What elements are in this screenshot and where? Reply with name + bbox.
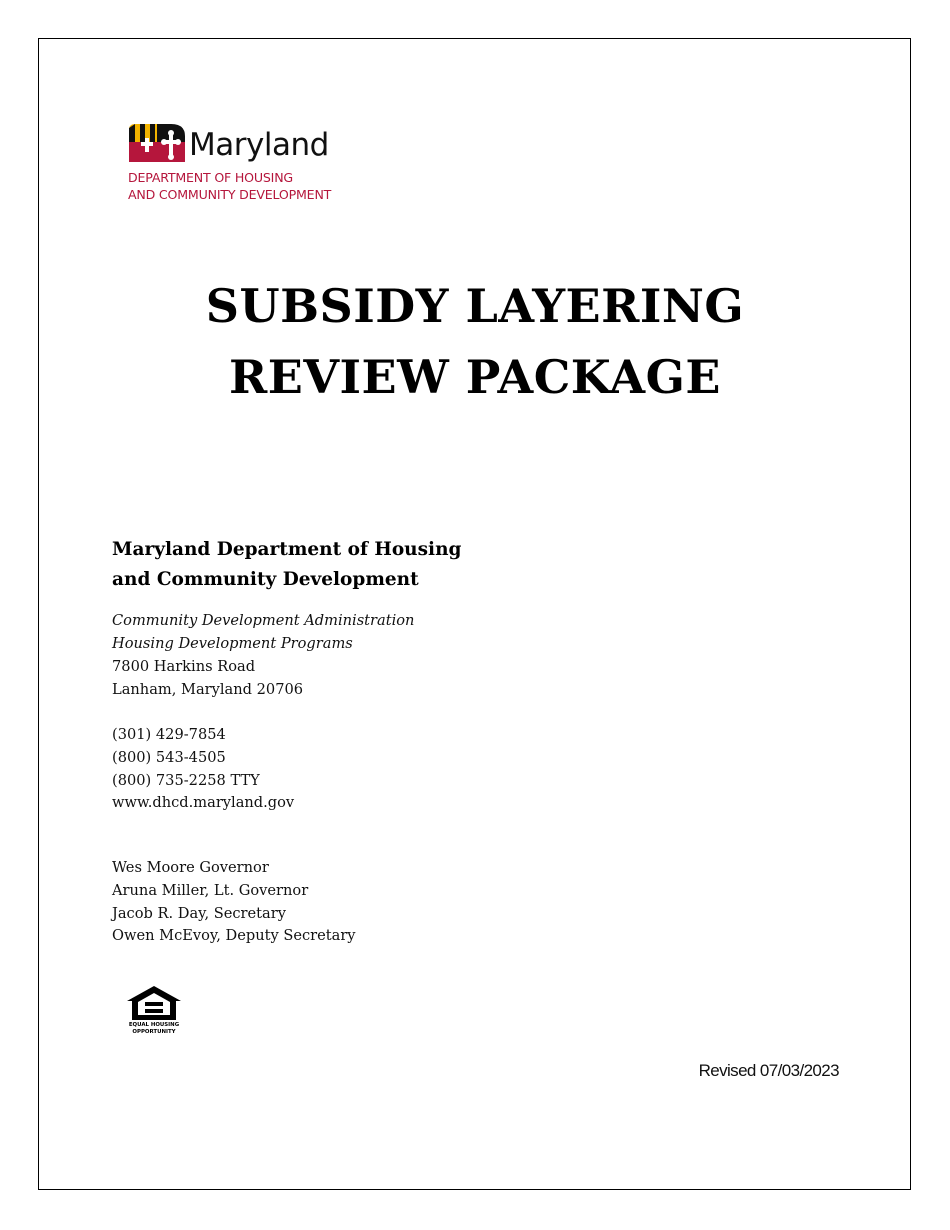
org-name-line2: and Community Development: [112, 569, 419, 590]
org-name-line1: Maryland Department of Housing: [112, 539, 462, 560]
program-name: Housing Development Programs: [112, 635, 353, 652]
toll-free-number: (800) 543-4505: [112, 749, 226, 766]
equal-housing-text-line1: EQUAL HOUSING: [128, 1022, 180, 1028]
logo-wordmark: Maryland: [189, 127, 329, 163]
official-deputy-secretary: Owen McEvoy, Deputy Secretary: [112, 927, 356, 944]
official-lt-governor: Aruna Miller, Lt. Governor: [112, 882, 309, 899]
city-address: Lanham, Maryland 20706: [112, 681, 304, 698]
dhcd-logo: [127, 122, 387, 206]
maryland-flag-house-icon: [127, 122, 189, 164]
tty-number: (800) 735-2258 TTY: [112, 772, 260, 789]
website-link[interactable]: www.dhcd.maryland.gov: [112, 794, 295, 811]
division-name: Community Development Administration: [112, 612, 415, 629]
equal-housing-icon: [126, 985, 182, 1021]
document-title-line2: REVIEW PACKAGE: [229, 350, 721, 404]
official-secretary: Jacob R. Day, Secretary: [112, 905, 286, 922]
equal-housing-text-line2: OPPORTUNITY: [132, 1029, 176, 1035]
revised-date: Revised 07/03/2023: [698, 1061, 839, 1080]
phone-number: (301) 429-7854: [112, 726, 226, 743]
equal-housing-logo: [126, 985, 182, 1039]
logo-subtitle-line2: AND COMMUNITY DEVELOPMENT: [128, 187, 332, 202]
document-title-line1: SUBSIDY LAYERING: [205, 279, 745, 333]
logo-subtitle-line1: DEPARTMENT OF HOUSING: [128, 170, 293, 185]
official-governor: Wes Moore Governor: [112, 859, 269, 876]
street-address: 7800 Harkins Road: [112, 658, 256, 675]
